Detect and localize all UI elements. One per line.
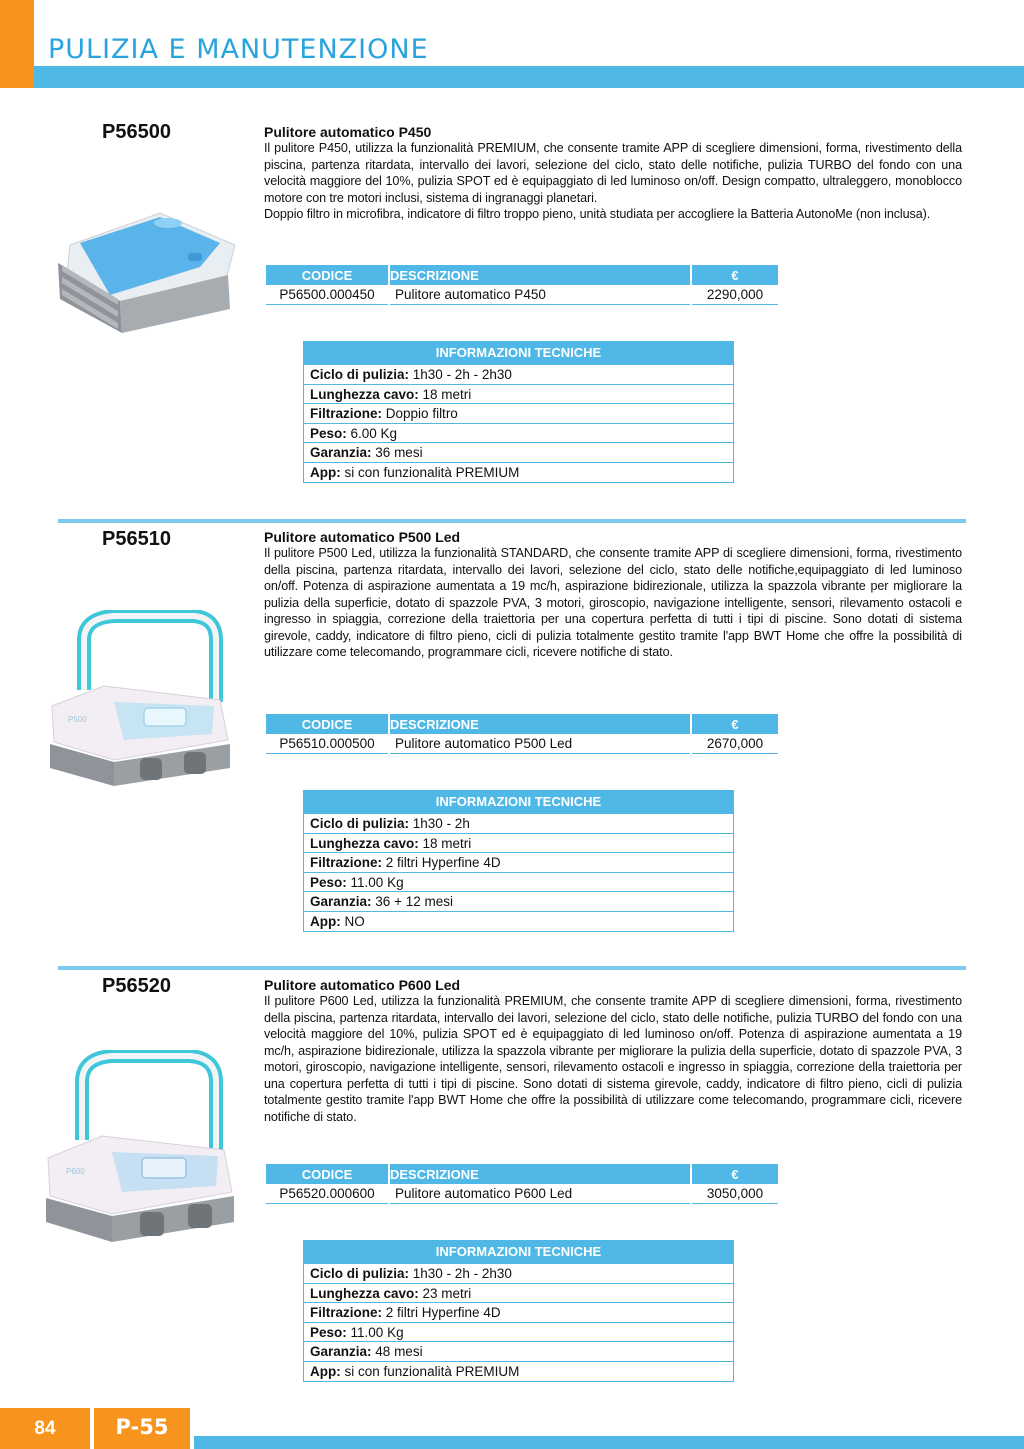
product-description-extra: Doppio filtro in microfibra, indicatore di filtro troppo pieno, unità studiata per accogliere la Batteria AutonoMe (non inclusa). <box>264 207 931 221</box>
col-header-descrizione: DESCRIZIONE <box>390 1164 690 1184</box>
col-header-descrizione: DESCRIZIONE <box>390 714 690 734</box>
cell-descrizione: Pulitore automatico P500 Led <box>390 734 690 754</box>
tech-row-app <box>304 462 733 482</box>
tech-row-garanzia <box>304 442 733 462</box>
tech-label: Ciclo di pulizia: <box>310 367 410 382</box>
tech-value: 11.00 Kg <box>350 874 404 890</box>
tech-row-app <box>304 911 733 931</box>
robot-p600-image <box>40 1050 240 1245</box>
tech-row-filtrazione <box>304 1302 733 1322</box>
tech-label: Peso: <box>310 874 347 890</box>
tech-value: Doppio filtro <box>385 406 458 422</box>
tech-value: 2 filtri Hyperfine 4D <box>385 855 501 871</box>
tech-label: App: <box>310 464 341 480</box>
header-orange-tab <box>0 0 34 88</box>
product-description: Il pulitore P500 Led, utilizza la funzionalità STANDARD, che consente tramite APP di scegliere dimensioni, forma, rivestimento della piscina, partenza ritardata, intervallo dei lavori, selezione del ciclo, stato delle notifiche,equipaggiato di led luminoso on/off. Potenza di aspirazione aumentata a 19 mc/h, aspirazione bidirezionale, utilizza la spazzola vibrante per migliorare la pulizia della superficie, dotato di spazzole PVA, 3 motori, giroscopio, navigazione intelligente, sensori, rilevamento ostacoli e ingresso in spiaggia, correzione della traiettoria per una copertura perfetta di tutti i tipi di piscine. Sono dotati di sistema girevole, caddy, indicatore di filtro pieno, cicli di pulizia totalmente gestito tramite l'app BWT Home che offre la possibilità di utilizzare come telecomando, programmare cicli, ricevere notifiche di stato. <box>264 546 962 659</box>
tech-label: Garanzia: <box>310 894 372 910</box>
tech-label: Peso: <box>310 425 347 441</box>
tech-row-ciclo <box>304 1263 733 1283</box>
cell-prezzo: 2670,000 <box>692 734 778 754</box>
price-table <box>264 714 780 754</box>
tech-info-header: INFORMAZIONI TECNICHE <box>304 1241 733 1263</box>
tech-label: Garanzia: <box>310 445 372 461</box>
tech-value: NO <box>344 913 365 929</box>
tech-value: 18 metri <box>422 386 472 402</box>
tech-row-peso <box>304 1322 733 1342</box>
cell-prezzo: 3050,000 <box>692 1184 778 1204</box>
tech-row-peso <box>304 423 733 443</box>
tech-label: Peso: <box>310 1324 347 1340</box>
tech-value: si con funzionalità PREMIUM <box>344 464 520 480</box>
tech-row-ciclo <box>304 364 733 384</box>
svg-text:P600: P600 <box>66 1167 85 1176</box>
tech-value: 1h30 - 2h - 2h30 <box>412 367 512 382</box>
tech-row-peso <box>304 872 733 892</box>
tech-value: si con funzionalità PREMIUM <box>344 1363 520 1379</box>
tech-label: App: <box>310 913 341 929</box>
product-title: Pulitore automatico P600 Led <box>264 977 461 993</box>
product-title: Pulitore automatico P500 Led <box>264 529 461 545</box>
section-divider <box>58 519 966 523</box>
table-row <box>266 1184 778 1204</box>
tech-label: Lunghezza cavo: <box>310 835 419 851</box>
tech-row-cavo <box>304 1283 733 1303</box>
cell-codice: P56510.000500 <box>266 734 388 754</box>
robot-p500-image <box>44 610 234 790</box>
tech-value: 36 + 12 mesi <box>375 894 453 910</box>
tech-label: Filtrazione: <box>310 1305 383 1321</box>
tech-label: Ciclo di pulizia: <box>310 1266 410 1281</box>
tech-row-cavo <box>304 833 733 853</box>
tech-label: Lunghezza cavo: <box>310 1285 419 1301</box>
tech-value: 36 mesi <box>375 445 423 461</box>
tech-value: 18 metri <box>422 835 472 851</box>
section-code: P-55 <box>94 1408 190 1449</box>
tech-row-cavo <box>304 384 733 404</box>
tech-value: 1h30 - 2h <box>412 816 470 831</box>
tech-value: 2 filtri Hyperfine 4D <box>385 1305 501 1321</box>
tech-value: 1h30 - 2h - 2h30 <box>412 1266 512 1281</box>
price-table <box>264 265 780 305</box>
col-header-codice: CODICE <box>266 714 388 734</box>
tech-value: 23 metri <box>422 1285 472 1301</box>
cell-prezzo: 2290,000 <box>692 285 778 305</box>
col-header-codice: CODICE <box>266 1164 388 1184</box>
tech-info-table <box>303 790 734 932</box>
tech-label: Filtrazione: <box>310 406 383 422</box>
product-code: P56520 <box>102 975 171 997</box>
tech-label: Ciclo di pulizia: <box>310 816 410 831</box>
col-header-euro: € <box>692 714 778 734</box>
col-header-euro: € <box>692 265 778 285</box>
cell-codice: P56520.000600 <box>266 1184 388 1204</box>
product-code: P56500 <box>102 121 171 143</box>
tech-row-ciclo <box>304 813 733 833</box>
col-header-descrizione: DESCRIZIONE <box>390 265 690 285</box>
tech-info-table <box>303 1240 734 1382</box>
section-divider <box>58 966 966 970</box>
page-title: PULIZIA E MANUTENZIONE <box>48 34 429 65</box>
product-description: Il pulitore P600 Led, utilizza la funzionalità PREMIUM, che consente tramite APP di scegliere dimensioni, forma, rivestimento della piscina, partenza ritardata, intervallo dei lavori, selezione del ciclo, stato delle notifiche, pulizia TURBO del fondo con una velocità maggiore del 10%, pulizia SPOT ed è equipaggiato di led luminoso on/off. Potenza di aspirazione aumentata a 19 mc/h, aspirazione bidirezionale, utilizza la spazzola vibrante per migliorare la pulizia della superficie, dotato di spazzole PVA, 3 motori, giroscopio, navigazione intelligente, sensori, rilevamento ostacoli e ingresso in spiaggia, correzione della traiettoria per una copertura perfetta di tutti i tipi di piscine. Sono dotati di sistema girevole, caddy, indicatore di filtro pieno, cicli di pulizia totalmente gestito tramite l'app BWT Home che offre la possibilità di utilizzare come telecomando, programmare cicli, ricevere notifiche di stato. <box>264 994 962 1124</box>
tech-row-filtrazione <box>304 852 733 872</box>
tech-row-garanzia <box>304 891 733 911</box>
cell-descrizione: Pulitore automatico P600 Led <box>390 1184 690 1204</box>
tech-info-table <box>303 341 734 483</box>
tech-info-header: INFORMAZIONI TECNICHE <box>304 342 733 364</box>
tech-row-filtrazione <box>304 403 733 423</box>
cell-descrizione: Pulitore automatico P450 <box>390 285 690 305</box>
tech-value: 6.00 Kg <box>350 425 398 441</box>
product-code: P56510 <box>102 528 171 550</box>
cell-codice: P56500.000450 <box>266 285 388 305</box>
tech-value: 48 mesi <box>375 1344 423 1360</box>
tech-value: 11.00 Kg <box>350 1324 404 1340</box>
col-header-codice: CODICE <box>266 265 388 285</box>
tech-label: Filtrazione: <box>310 855 383 871</box>
tech-label: Garanzia: <box>310 1344 372 1360</box>
product-title: Pulitore automatico P450 <box>264 124 432 140</box>
col-header-euro: € <box>692 1164 778 1184</box>
tech-row-garanzia <box>304 1341 733 1361</box>
table-row <box>266 734 778 754</box>
product-description: Il pulitore P450, utilizza la funzionalità PREMIUM, che consente tramite APP di scegliere dimensioni, forma, rivestimento della piscina, partenza ritardata, intervallo dei lavori, selezione del ciclo, stato delle notifiche, pulizia TURBO del fondo con una velocità maggiore del 10%, pulizia SPOT ed è equipaggiato di led luminoso on/off. Design compatto, ultraleggero, monoblocco motore con tre motori inclusi, sistema di ingranaggi planetari. <box>264 141 962 205</box>
svg-text:P500: P500 <box>68 715 87 724</box>
tech-info-header: INFORMAZIONI TECNICHE <box>304 791 733 813</box>
robot-p450-image <box>50 205 250 345</box>
tech-label: Lunghezza cavo: <box>310 386 419 402</box>
footer-blue-band <box>194 1436 1024 1449</box>
table-row <box>266 285 778 305</box>
price-table <box>264 1164 780 1204</box>
tech-label: App: <box>310 1363 341 1379</box>
header-blue-band <box>34 66 1024 88</box>
tech-row-app <box>304 1361 733 1381</box>
page-number: 84 <box>0 1408 90 1449</box>
